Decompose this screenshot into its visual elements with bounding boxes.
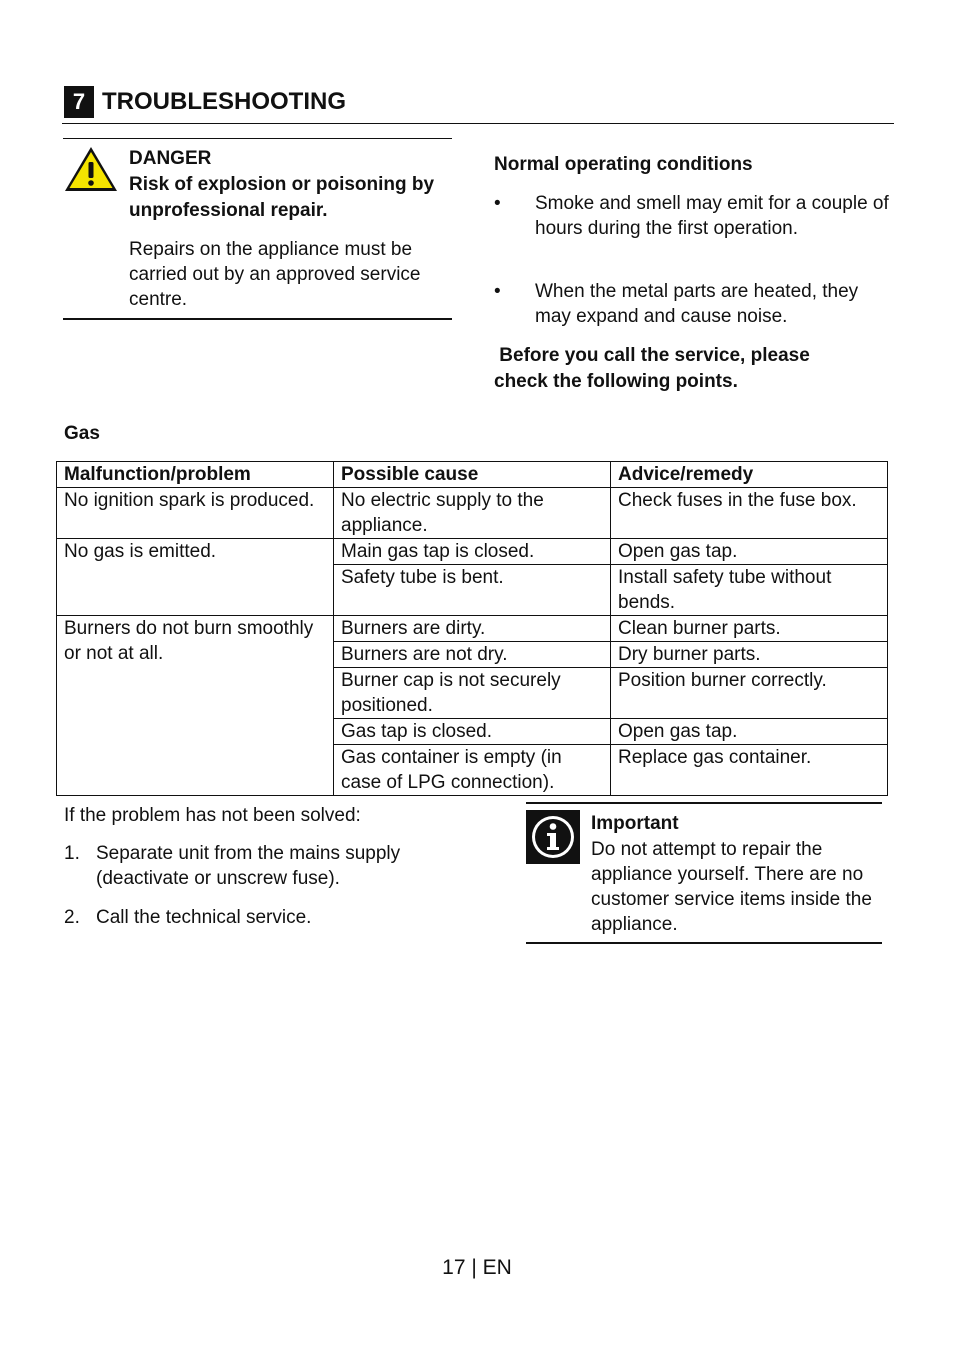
- cause-cell: Safety tube is bent.: [334, 565, 611, 616]
- important-body: Do not attempt to repair the appliance yourself. There are no customer service items inside the appliance.: [591, 839, 872, 935]
- unsolved-intro: If the problem has not been solved:: [64, 805, 361, 826]
- remedy-cell: Replace gas container.: [611, 745, 888, 796]
- section-number: 7: [64, 86, 94, 118]
- danger-title: DANGER: [129, 148, 212, 169]
- page-number: 17 | EN: [442, 1256, 512, 1279]
- list-item: [494, 191, 894, 267]
- table-header-row: [57, 462, 888, 488]
- gas-section-label: Gas: [64, 423, 100, 444]
- table-row: [57, 488, 888, 539]
- cause-cell: Gas tap is closed.: [334, 719, 611, 745]
- cause-cell: Burner cap is not securely positioned.: [334, 668, 611, 719]
- remedy-cell: Position burner correctly.: [611, 668, 888, 719]
- remedy-cell: Check fuses in the fuse box.: [611, 488, 888, 539]
- column-header: Advice/remedy: [611, 462, 888, 488]
- column-header: Malfunction/problem: [57, 462, 334, 488]
- bullet-text: Smoke and smell may emit for a couple of hours during the first operation.: [535, 193, 889, 239]
- remedy-cell: Dry burner parts.: [611, 642, 888, 668]
- remedy-cell: Clean burner parts.: [611, 616, 888, 642]
- table-row: [57, 539, 888, 565]
- remedy-cell: Open gas tap.: [611, 539, 888, 565]
- column-header: Possible cause: [334, 462, 611, 488]
- cause-cell: Main gas tap is closed.: [334, 539, 611, 565]
- problem-cell: Burners do not burn smoothly or not at all.: [57, 616, 334, 796]
- step-text: Separate unit from the mains supply (deactivate or unscrew fuse).: [96, 843, 401, 889]
- bullet-text: When the metal parts are heated, they may expand and cause noise.: [535, 281, 859, 327]
- danger-body: Repairs on the appliance must be carried out by an approved service centre.: [129, 239, 421, 310]
- step-text: Call the technical service.: [96, 907, 312, 928]
- step-number: 2.: [64, 907, 80, 928]
- header-divider: [62, 123, 894, 124]
- table-row: [57, 616, 888, 642]
- important-top-rule: [526, 802, 882, 804]
- step-number: 1.: [64, 843, 80, 864]
- danger-top-rule: [63, 138, 452, 139]
- troubleshooting-table: [56, 461, 888, 796]
- section-title: TROUBLESHOOTING: [102, 88, 346, 115]
- bullet-icon: •: [494, 193, 501, 214]
- important-bottom-rule: [526, 942, 882, 944]
- cause-cell: Burners are not dry.: [334, 642, 611, 668]
- problem-cell: No gas is emitted.: [57, 539, 334, 616]
- remedy-cell: Open gas tap.: [611, 719, 888, 745]
- remedy-cell: Install safety tube without bends.: [611, 565, 888, 616]
- normal-conditions-title: Normal operating conditions: [494, 154, 753, 175]
- before-call-note: Before you call the service, please check the following points.: [494, 345, 816, 392]
- warning-triangle-icon: [63, 144, 119, 194]
- cause-cell: No electric supply to the appliance.: [334, 488, 611, 539]
- problem-cell: No ignition spark is produced.: [57, 488, 334, 539]
- cause-cell: Burners are dirty.: [334, 616, 611, 642]
- info-icon: [526, 810, 580, 864]
- danger-subtitle: Risk of explosion or poisoning by unprofessional repair.: [129, 174, 435, 221]
- list-item: [494, 279, 894, 331]
- bullet-icon: •: [494, 281, 501, 302]
- cause-cell: Gas container is empty (in case of LPG connection).: [334, 745, 611, 796]
- danger-bottom-rule: [63, 318, 452, 320]
- important-title: Important: [591, 813, 679, 834]
